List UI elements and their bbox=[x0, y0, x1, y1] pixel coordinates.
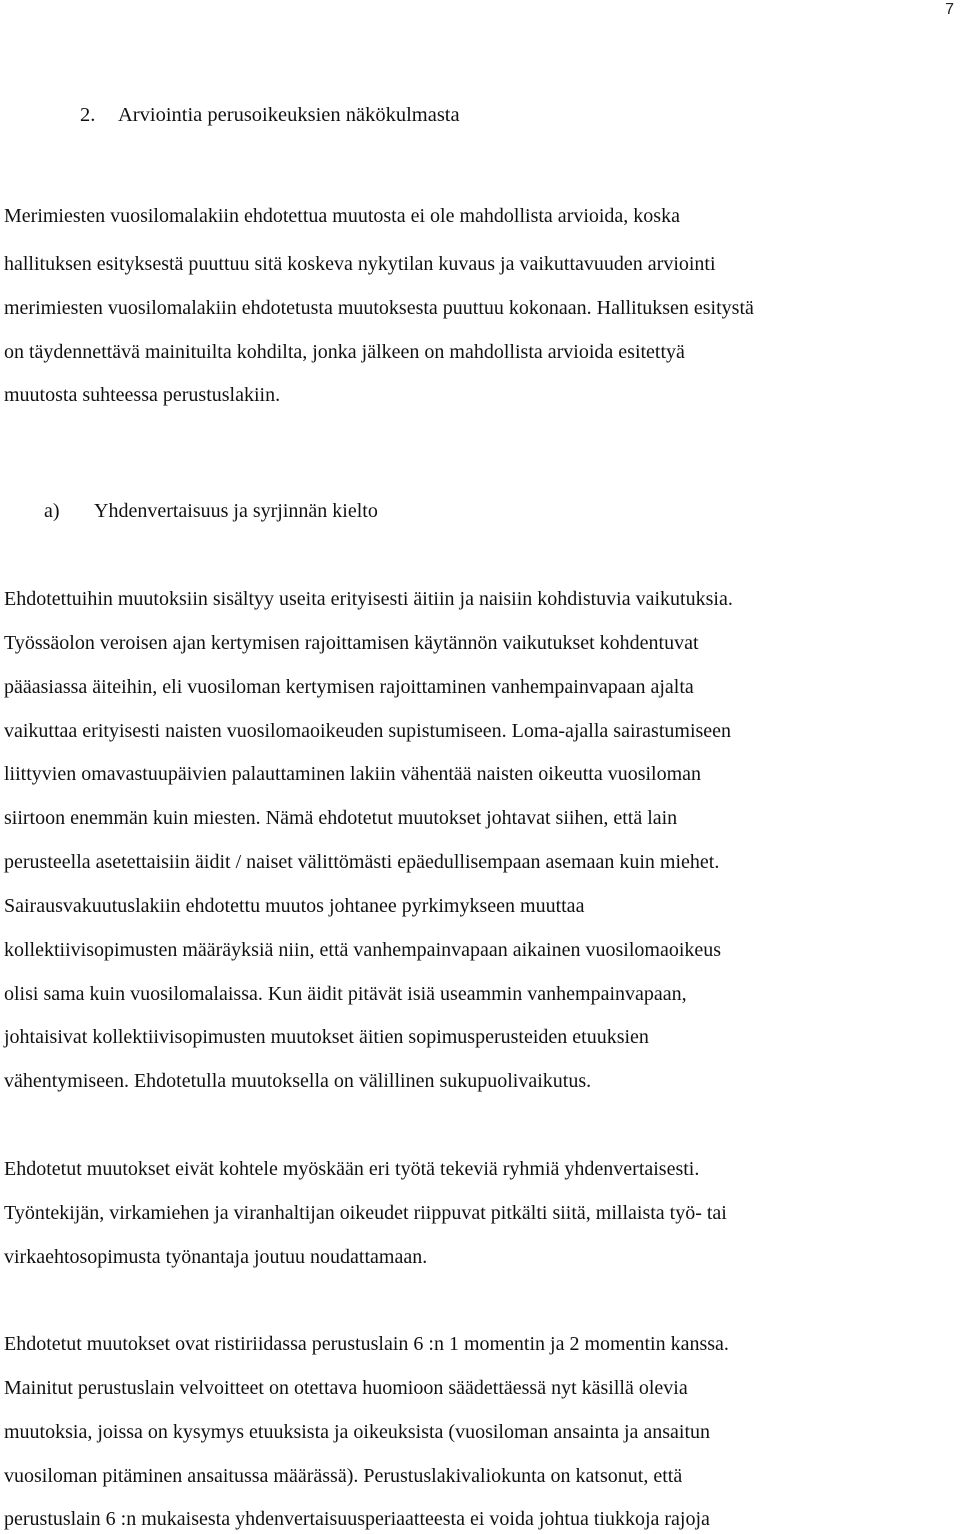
text-line: perusteella asetettaisiin äidit / naiset välittömästi epäedullisempaan asemaan kuin miehet. bbox=[4, 851, 720, 873]
text-line: Työntekijän, virkamiehen ja viranhaltijan oikeudet riippuvat pitkälti siitä, millaista työ- tai bbox=[4, 1202, 727, 1224]
text-line: vuosiloman pitäminen ansaitussa määrässä). Perustuslakivaliokunta on katsonut, että bbox=[4, 1465, 683, 1487]
text-line: vähentymiseen. Ehdotetulla muutoksella on välillinen sukupuolivaikutus. bbox=[4, 1070, 592, 1092]
text-line: virkaehtosopimusta työnantaja joutuu noudattamaan. bbox=[4, 1246, 428, 1268]
text-line: pääasiassa äiteihin, eli vuosiloman kertymisen rajoittaminen vanhempainvapaan ajalta bbox=[4, 676, 694, 698]
text-line: Työssäolon veroisen ajan kertymisen rajoittamisen käytännön vaikutukset kohdentuvat bbox=[4, 632, 699, 654]
text-line: Ehdotettuihin muutoksiin sisältyy useita erityisesti äitiin ja naisiin kohdistuvia vaikutuksia. bbox=[4, 588, 733, 610]
text-line: Ehdotetut muutokset ovat ristiriidassa perustuslain 6 :n 1 momentin ja 2 momentin kanssa. bbox=[4, 1333, 729, 1355]
text-line: Sairausvakuutuslakiin ehdotettu muutos johtanee pyrkimykseen muuttaa bbox=[4, 895, 585, 917]
subsection-label: a) bbox=[44, 500, 60, 522]
section-number: 2. bbox=[80, 104, 96, 126]
text-line: muutosta suhteessa perustuslakiin. bbox=[4, 384, 281, 406]
text-line: hallituksen esityksestä puuttuu sitä koskeva nykytilan kuvaus ja vaikuttavuuden arviointi bbox=[4, 253, 716, 275]
text-line: perustuslain 6 :n mukaisesta yhdenvertaisuusperiaatteesta ei voida johtua tiukkoja rajoja bbox=[4, 1508, 710, 1530]
text-line: vaikuttaa erityisesti naisten vuosilomaoikeuden supistumiseen. Loma-ajalla sairastumiseen bbox=[4, 720, 732, 742]
text-line: Merimiesten vuosilomalakiin ehdotettua muutosta ei ole mahdollista arvioida, koska bbox=[4, 205, 680, 227]
section-title: Arviointia perusoikeuksien näkökulmasta bbox=[118, 104, 460, 126]
subsection-title: Yhdenvertaisuus ja syrjinnän kielto bbox=[94, 500, 378, 522]
text-line: olisi sama kuin vuosilomalaissa. Kun äidit pitävät isiä useammin vanhempainvapaan, bbox=[4, 983, 687, 1005]
text-line: Mainitut perustuslain velvoitteet on otettava huomioon säädettäessä nyt käsillä olevia bbox=[4, 1377, 688, 1399]
text-line: liittyvien omavastuupäivien palauttaminen lakiin vähentää naisten oikeutta vuosiloman bbox=[4, 763, 702, 785]
page-number: 7 bbox=[945, 1, 954, 18]
text-line: siirtoon enemmän kuin miesten. Nämä ehdotetut muutokset johtavat siihen, että lain bbox=[4, 807, 678, 829]
text-line: merimiesten vuosilomalakiin ehdotetusta muutoksesta puuttuu kokonaan. Hallituksen esitystä bbox=[4, 297, 754, 319]
text-line: johtaisivat kollektiivisopimusten muutokset äitien sopimusperusteiden etuuksien bbox=[4, 1026, 649, 1048]
text-line: muutoksia, joissa on kysymys etuuksista ja oikeuksista (vuosiloman ansainta ja ansaitun bbox=[4, 1421, 711, 1443]
text-line: Ehdotetut muutokset eivät kohtele myöskään eri työtä tekeviä ryhmiä yhdenvertaisesti. bbox=[4, 1158, 700, 1180]
text-line: kollektiivisopimusten määräyksiä niin, että vanhempainvapaan aikainen vuosilomaoikeus bbox=[4, 939, 722, 961]
text-line: on täydennettävä mainituilta kohdilta, jonka jälkeen on mahdollista arvioida esitettyä bbox=[4, 341, 685, 363]
